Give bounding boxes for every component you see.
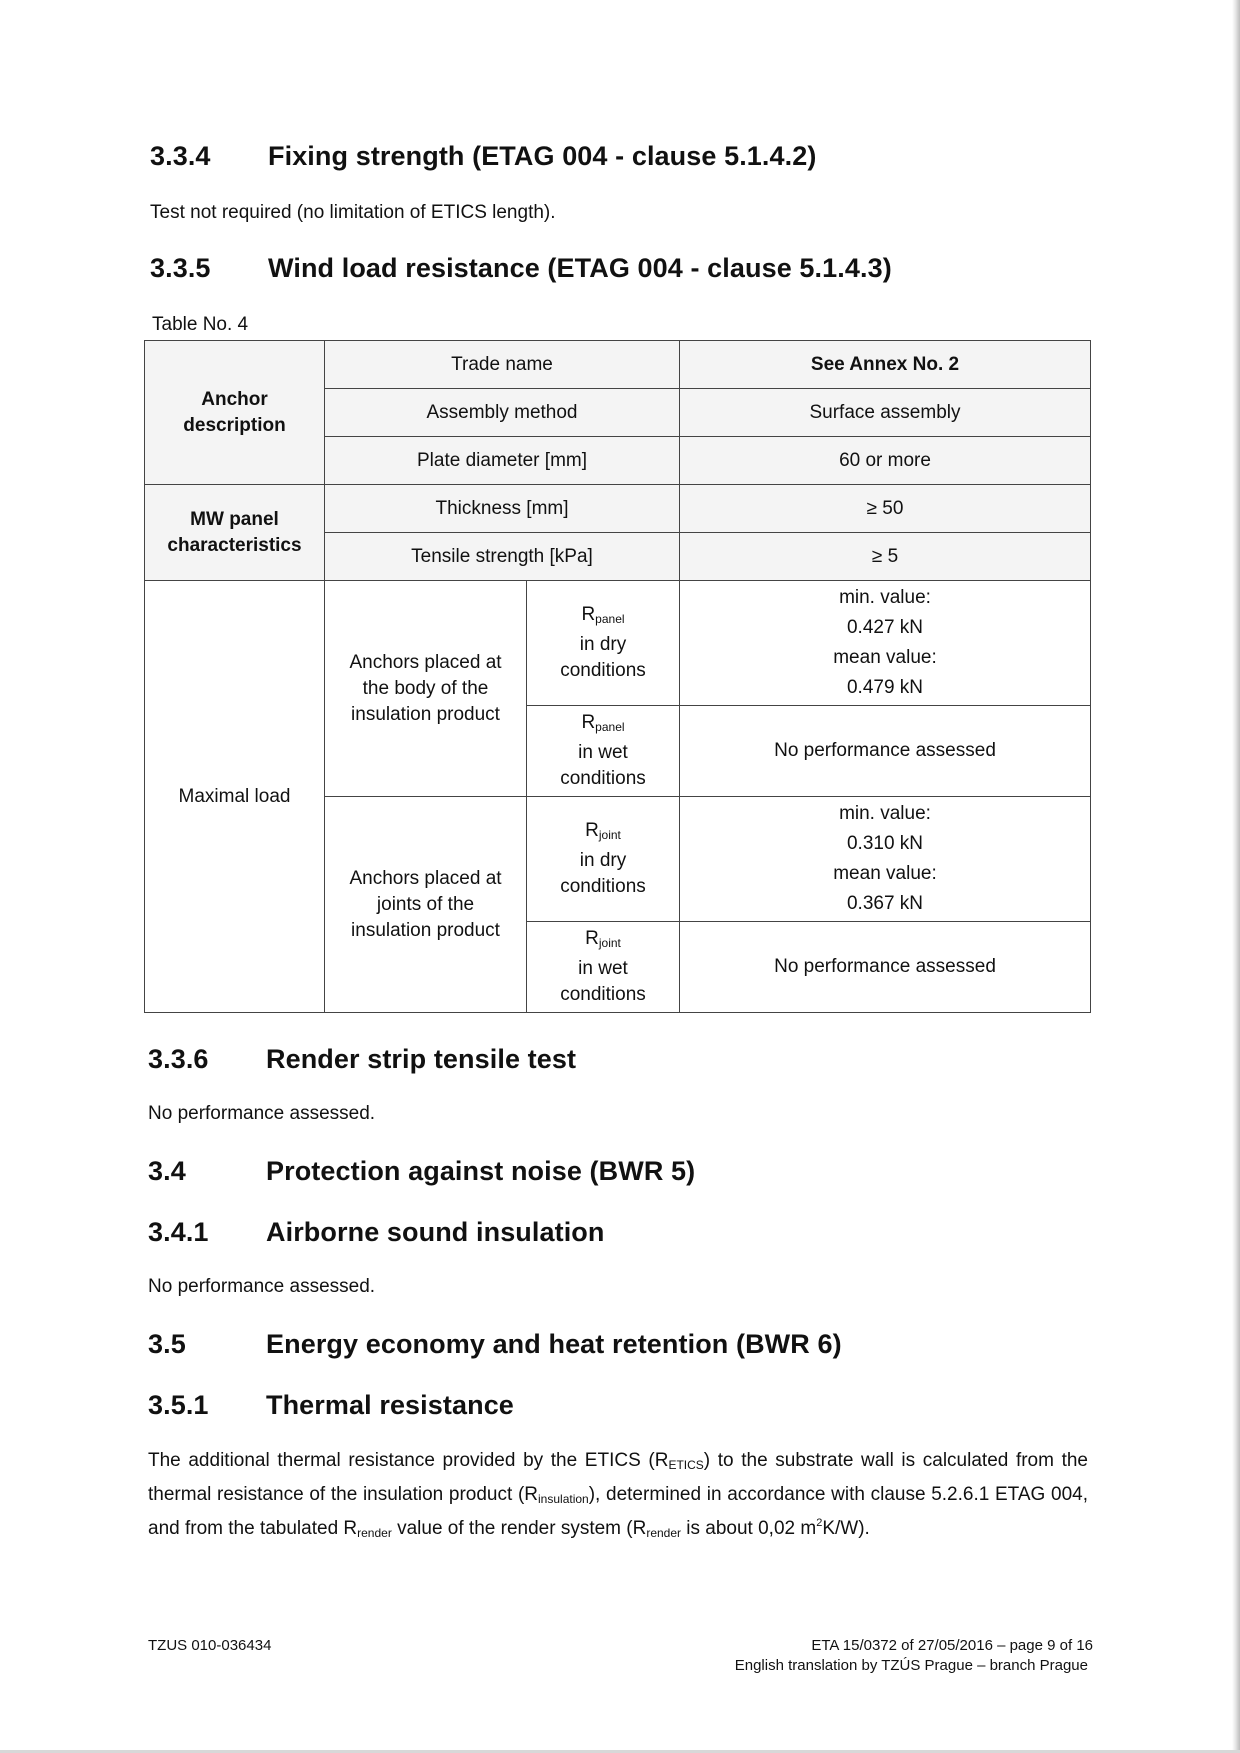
text-line: conditions [560,768,646,789]
superscript: 2 [816,1517,823,1529]
heading-3-3-6 [148,1044,576,1075]
param-cell: Plate diameter [mm] [325,437,680,485]
result-cell: No performance assessed [680,706,1091,797]
text-line: in dry [579,634,627,655]
section-title: Render strip tensile test [266,1044,577,1074]
text-line: 0.427 kN [846,617,924,638]
text-line: min. value: [839,587,931,608]
heading-3-3-4 [150,141,816,172]
subscript: render [357,1526,392,1540]
result-cell [680,797,1091,922]
result-cell: No performance assessed [680,922,1091,1013]
value-cell: ≥ 50 [680,485,1091,533]
param-cell: Trade name [325,341,680,389]
text-line: 0.479 kN [846,677,924,698]
label-line: characteristics [167,534,302,556]
section-number: 3.5 [148,1329,186,1359]
footer-translation-note: English translation by TZÚS Prague – branch Prague [734,1657,1088,1674]
wind-load-table [144,340,1091,1013]
text-line: insulation product [351,919,500,941]
section-number: 3.4 [148,1156,186,1186]
symbol-subscript: panel [595,612,625,626]
section-title: Fixing strength (ETAG 004 - clause 5.1.4.2) [268,141,817,171]
footer-document-id: TZUS 010-036434 [148,1637,272,1654]
heading-3-3-5 [150,253,892,284]
table-row [145,581,1091,706]
section-title: Energy economy and heat retention (BWR 6) [266,1329,842,1359]
subscript: insulation [538,1492,589,1506]
text-line: in wet [578,958,628,979]
label-line: Anchor [201,388,268,410]
param-cell: Tensile strength [kPa] [325,533,680,581]
placement-cell [325,797,527,1013]
subscript: ETICS [668,1458,704,1472]
text-line: in wet [578,742,628,763]
symbol: R [585,928,599,949]
param-cell: Assembly method [325,389,680,437]
value-cell: 60 or more [680,437,1091,485]
section-number: 3.4.1 [148,1217,209,1247]
text-run: ) to the substrate wall is calculated from the thermal resistance of the insulation product (R [148,1450,1088,1505]
section-number: 3.3.4 [150,141,211,171]
section-title: Protection against noise (BWR 5) [266,1156,696,1186]
text-run: value of the render system (R [391,1518,647,1539]
text-line: conditions [560,984,646,1005]
value-cell: ≥ 5 [680,533,1091,581]
scan-edge-right [1232,0,1240,1753]
value-cell: Surface assembly [680,389,1091,437]
symbol: R [585,820,599,841]
text-line: in dry [579,850,627,871]
anchor-description-label [145,341,325,485]
section-title: Wind load resistance (ETAG 004 - clause 5.1.4.3) [268,253,892,283]
condition-cell [527,706,680,797]
symbol-subscript: joint [598,828,621,842]
section-title: Thermal resistance [266,1390,514,1420]
label-line: MW panel [190,508,279,530]
heading-3-5 [148,1329,842,1360]
symbol: R [581,604,596,625]
text-line: min. value: [839,803,931,824]
heading-3-4-1 [148,1217,605,1248]
symbol: R [581,712,596,733]
text-line: Anchors placed at [349,867,502,889]
footer-page-info: ETA 15/0372 of 27/05/2016 – page 9 of 16 [811,1637,1093,1654]
table-caption: Table No. 4 [152,314,249,335]
section-number: 3.3.6 [148,1044,209,1074]
subscript: render [646,1526,682,1540]
text-line: mean value: [833,647,937,668]
table-row [145,341,1091,389]
condition-cell [527,581,680,706]
text-line: 0.310 kN [846,833,924,854]
condition-cell [527,797,680,922]
placement-cell [325,581,527,797]
text-3-3-6: No performance assessed. [148,1103,376,1124]
table-row [145,485,1091,533]
text-line: joints of the [376,893,475,915]
text-3-4-1: No performance assessed. [148,1276,376,1297]
text-3-3-4: Test not required (no limitation of ETICS length). [150,202,556,223]
param-cell: Thickness [mm] [325,485,680,533]
text-line: insulation product [351,703,500,725]
result-cell [680,581,1091,706]
label-line: description [183,414,286,436]
text-run: ), determined in accordance with clause 5.2.6.1 ETAG 004, and from the tabulated R [148,1484,1088,1539]
thermal-resistance-paragraph [148,1446,1088,1548]
text-line: the body of the [362,677,489,699]
text-line: mean value: [833,863,937,884]
text-line: 0.367 kN [846,893,924,914]
text-line: Anchors placed at [349,651,502,673]
text-line: conditions [560,660,646,681]
condition-cell [527,922,680,1013]
symbol-subscript: joint [598,936,621,950]
text-line: conditions [560,876,646,897]
value-cell: See Annex No. 2 [680,341,1091,389]
text-run: The additional thermal resistance provided by the ETICS (R [148,1450,669,1471]
section-title: Airborne sound insulation [266,1217,605,1247]
heading-3-5-1 [148,1390,514,1421]
mw-panel-label [145,485,325,581]
text-run: is about 0,02 m [681,1518,817,1539]
text-run: K/W). [822,1518,870,1539]
maximal-load-label: Maximal load [145,581,325,1013]
section-number: 3.3.5 [150,253,211,283]
heading-3-4 [148,1156,695,1187]
section-number: 3.5.1 [148,1390,209,1420]
symbol-subscript: panel [595,720,625,734]
